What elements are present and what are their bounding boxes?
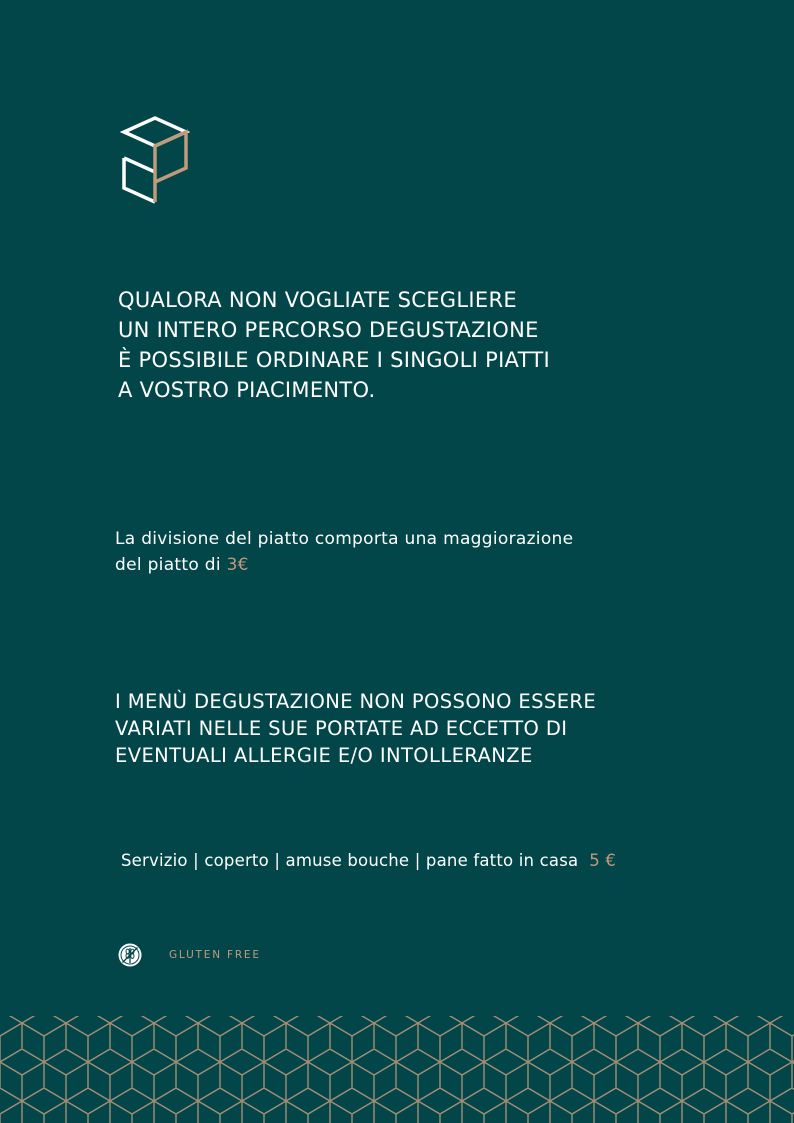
intro-line: UN INTERO PERCORSO DEGUSTAZIONE bbox=[118, 318, 539, 342]
intro-line: A VOSTRO PIACIMENTO. bbox=[118, 378, 376, 402]
division-line-2 bbox=[115, 552, 715, 578]
intro-line: QUALORA NON VOGLIATE SCEGLIERE bbox=[118, 288, 517, 312]
tasting-menu-notice bbox=[115, 688, 755, 769]
division-prefix: del piatto di bbox=[115, 555, 227, 575]
intro-line: È POSSIBILE ORDINARE I SINGOLI PIATTI bbox=[118, 348, 550, 372]
gluten-free-icon bbox=[118, 943, 142, 967]
service-price: 5 € bbox=[589, 851, 617, 870]
notice-line: VARIATI NELLE SUE PORTATE AD ECCETTO DI bbox=[115, 717, 568, 740]
service-charge bbox=[121, 849, 616, 873]
notice-line: I MENÙ DEGUSTAZIONE NON POSSONO ESSERE bbox=[115, 690, 597, 713]
cube-pattern-decoration bbox=[0, 1016, 794, 1123]
notice-line: EVENTUALI ALLERGIE E/O INTOLLERANZE bbox=[115, 744, 533, 767]
gluten-free-label: GLUTEN FREE bbox=[169, 949, 261, 961]
intro-text bbox=[118, 285, 718, 405]
division-note bbox=[115, 526, 715, 578]
logo-icon bbox=[120, 116, 190, 204]
cube-pattern-lines bbox=[0, 1016, 794, 1123]
service-text: Servizio | coperto | amuse bouche | pane fatto in casa bbox=[121, 851, 579, 870]
division-line-1: La divisione del piatto comporta una maggiorazione bbox=[115, 529, 574, 549]
division-price: 3€ bbox=[226, 555, 249, 575]
